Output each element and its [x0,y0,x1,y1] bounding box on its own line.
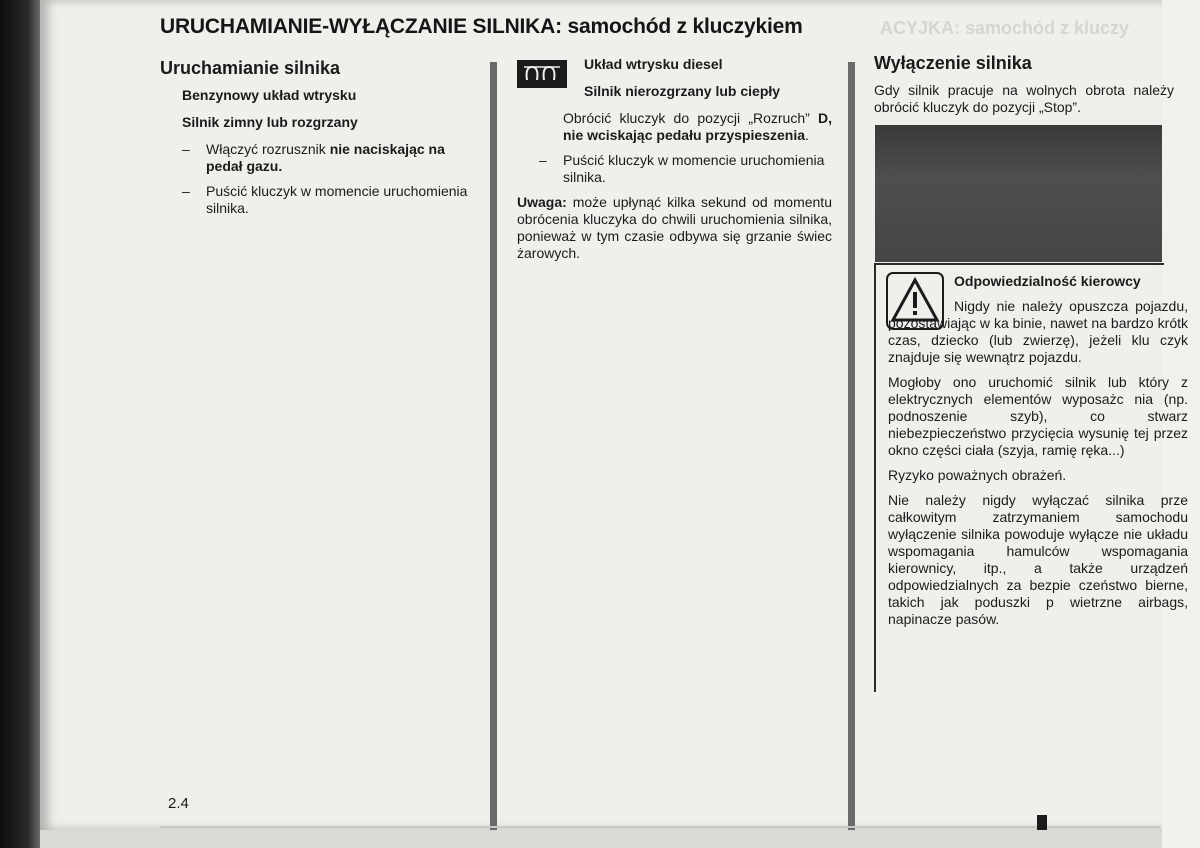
section-marker [1037,815,1047,830]
subheading-engine-temp: Silnik nierozgrzany lub ciepły [584,83,781,99]
note-paragraph: Uwaga: może upłynąć kilka sekund od momentu obrócenia kluczyka do chwili uruchomienia silnika, ponieważ w tym czasie odbywa się grzanie świec żarowych. [517,194,832,261]
column-engine-start [160,60,478,225]
column-divider [848,62,855,830]
column-diesel-start [517,56,832,270]
stop-instruction: Gdy silnik pracuje na wolnych obrota należy obrócić kluczyk do pozycji „Stop”. [874,82,1174,115]
instruction-paragraph: Obrócić kluczyk do pozycji „Rozruch” D, nie wciskając pedału przyspieszenia. [563,110,832,143]
subheading-petrol-injection: Benzynowy układ wtrysku [182,87,357,103]
warning-paragraph: Mogłoby ono uruchomić silnik lub który z elektrycznych elementów wyposażc nia (np. podnoszenie szyb), co stwarz niebezpieczeństwo przycięcia wysunię tej przez okno części ciała (szyja, ramię ręka...) [888,374,1188,458]
warning-paragraph: Nigdy nie należy opuszcza pojazdu, pozostawiając w ka binie, nawet na bardzo krótk czas, dziecko (lub zwierzę), jeżeli klu czyk znajduje się wewnątrz pojazdu. [888,298,1188,365]
column-engine-stop [874,53,1174,124]
warning-title-wrap [954,273,1162,290]
ignition-photo [875,125,1162,262]
instruction-item: – Puścić kluczyk w momencie uruchomienia silnika. [182,183,468,216]
warning-paragraph: Nie należy nigdy wyłączać silnika prze całkowitym zatrzymaniem samochodu wyłączenie silnika powoduje wyłącze nie układu wspomagania hamulców wspomagania kierownicy, itp., a także urządzeń odpowiedzialnych za bezpie czeństwo bierne, takich jak poduszki p wietrzne airbags, napinacze pasów. [888,492,1188,627]
subheading-engine-state: Silnik zimny lub rozgrzany [182,114,358,130]
page-bottom-rule [160,826,1160,828]
column-divider [490,62,497,830]
instruction-item: – Włączyć rozrusznik nie naciskając na pedał gazu. [182,141,445,174]
section-heading-stop: Wyłączenie silnika [874,53,1032,73]
subheading-diesel-injection: Układ wtrysku diesel [584,56,723,72]
page-number: 2.4 [168,795,189,812]
instruction-item: – Puścić kluczyk w momencie uruchomienia silnika. [539,152,825,185]
warning-paragraph: Ryzyko poważnych obrażeń. [888,467,1067,483]
bleed-through-title: ACYJKA: samochód z kluczy [880,18,1130,38]
page-title: URUCHAMIANIE-WYŁĄCZANIE SILNIKA: samochód z kluczykiem [160,15,803,38]
warning-text [888,298,1188,688]
section-heading-start: Uruchamianie silnika [160,58,341,78]
page-bottom-edge [40,830,1162,848]
warning-title: Odpowiedzialność kierowcy [954,273,1141,289]
book-binding-shadow [0,0,40,848]
